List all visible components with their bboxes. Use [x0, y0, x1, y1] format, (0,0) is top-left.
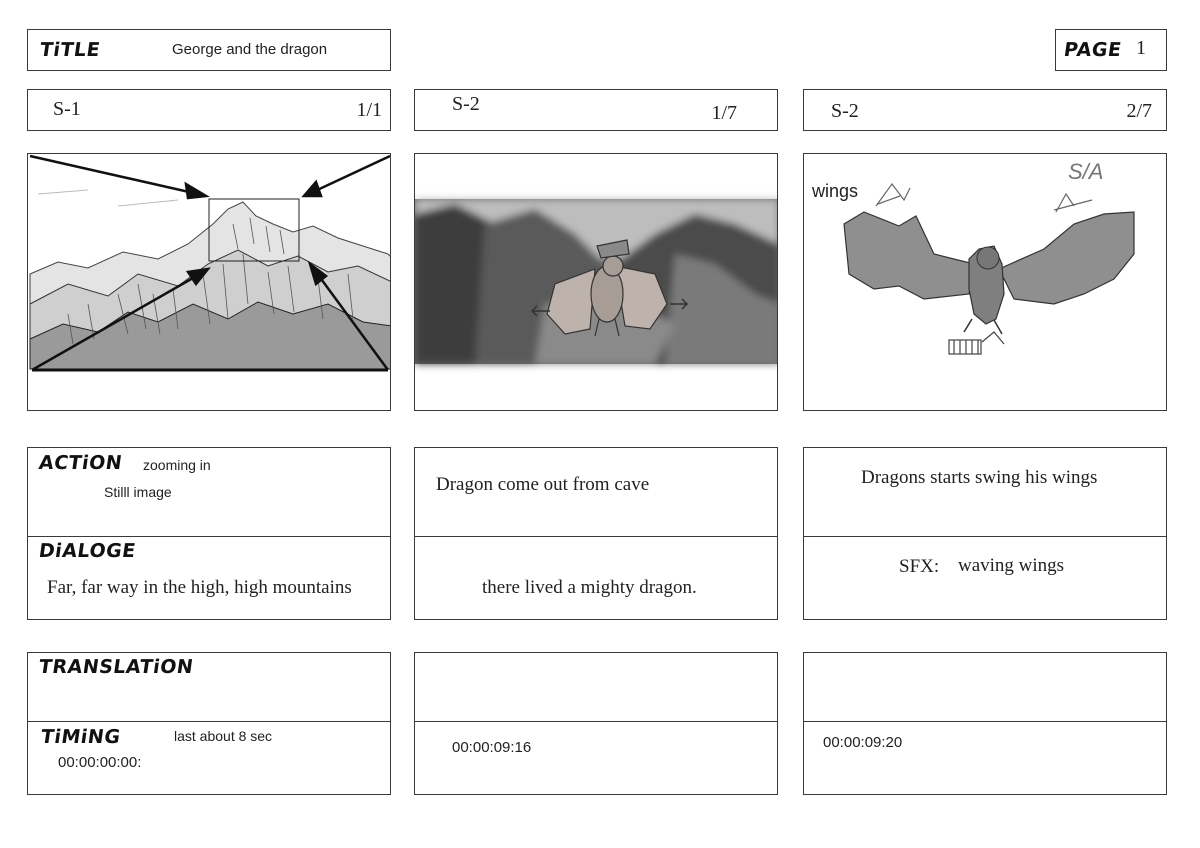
dragon-cave-frame	[415, 154, 778, 411]
sketch-annotation: S/A	[1068, 159, 1104, 184]
dialoge-label: DiALOGE	[37, 540, 138, 562]
action-label: ACTiON	[37, 452, 124, 474]
timecode: 00:00:00:00:	[58, 754, 142, 771]
sketch-note: wings	[812, 181, 859, 201]
timecode: 00:00:09:20	[823, 734, 903, 751]
page-label: PAGE	[1062, 39, 1124, 61]
shot-number: 1/7	[711, 102, 737, 124]
action-line-1: zooming in	[143, 457, 211, 473]
action-text: Dragon come out from cave	[436, 474, 650, 495]
translation-label: TRANSLATiON	[37, 656, 195, 678]
action-dialoge-box-3	[803, 447, 1167, 620]
scene-number: S-2	[452, 93, 480, 115]
title-value: George and the dragon	[172, 41, 328, 58]
timing-note: last about 8 sec	[174, 728, 273, 744]
timecode: 00:00:09:16	[452, 739, 532, 756]
shot-number: 1/1	[356, 99, 382, 121]
scene-number: S-2	[831, 100, 859, 122]
dialoge-text: Far, far way in the high, high mountains	[47, 577, 352, 598]
dialoge-text: there lived a mighty dragon.	[482, 577, 697, 598]
action-dialoge-box-2	[414, 447, 778, 620]
title-box	[27, 29, 391, 71]
panel-image-1	[27, 153, 391, 411]
page-number: 1	[1136, 37, 1146, 59]
title-label: TiTLE	[38, 39, 102, 61]
panel-image-3	[803, 153, 1167, 411]
shot-header-2	[414, 89, 778, 131]
dragon-wings-sketch	[804, 154, 1167, 411]
action-dialoge-box-1	[27, 447, 391, 620]
page-box	[1055, 29, 1167, 71]
timing-label: TiMiNG	[39, 726, 122, 748]
action-text: Dragons starts swing his wings	[861, 467, 1098, 488]
shot-header-3	[803, 89, 1167, 131]
shot-header-1	[27, 89, 391, 131]
shot-number: 2/7	[1126, 100, 1152, 122]
action-line-2: Stilll image	[104, 484, 172, 500]
scene-number: S-1	[53, 98, 81, 120]
translation-timing-box-2	[414, 652, 778, 795]
sfx-value: waving wings	[958, 555, 1065, 576]
mountain-sketch	[28, 154, 391, 411]
sfx-label: SFX:	[899, 556, 940, 577]
panel-image-2	[414, 153, 778, 411]
translation-timing-box-1	[27, 652, 391, 795]
translation-timing-box-3	[803, 652, 1167, 795]
